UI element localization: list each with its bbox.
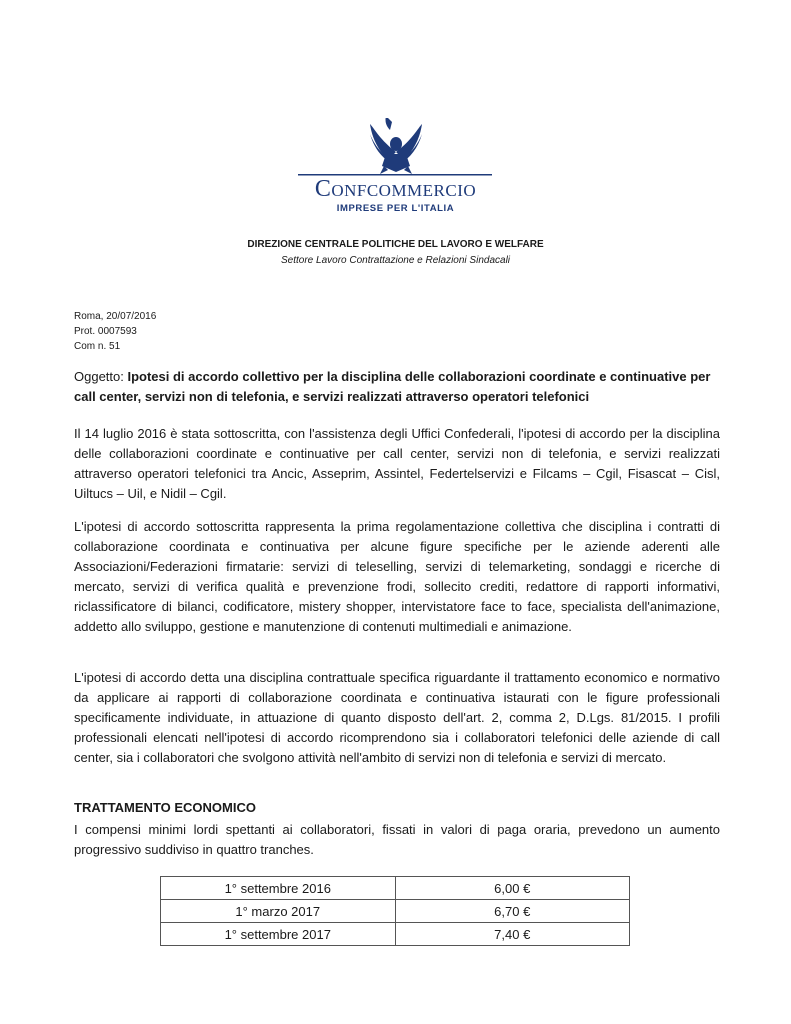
tranche-date: 1° settembre 2017 (161, 923, 396, 946)
letter-meta (74, 309, 156, 354)
table-row (161, 923, 630, 946)
protocol-number: Prot. 0007593 (74, 326, 137, 337)
body-paragraph-3: L'ipotesi di accordo detta una disciplina contrattuale specifica riguardante il trattamento economico e normativo da applicare ai rapporti di collaborazione coordinata e continuativa istaurati con le figure professionali specificamente individuate, in attuazione di quanto disposto dell'art. 2, comma 2, D.Lgs. 81/2015. I profili professionali elencati nell'ipotesi di accordo ricomprendono sia i collaboratori telefonici delle aziende di call center, sia i collaboratori che svolgono attività nell'ambito di servizi non di telefonia e servizi di mercato. (74, 670, 720, 765)
brand-name: Confcommercio (314, 176, 477, 202)
place-date: Roma, 20/07/2016 (74, 311, 157, 322)
section-heading: TRATTAMENTO ECONOMICO (74, 800, 256, 815)
brand-tagline: IMPRESE PER L'ITALIA (336, 203, 455, 214)
communication-number: Com n. 51 (74, 341, 121, 352)
body-paragraph-2: L'ipotesi di accordo sottoscritta rappresenta la prima regolamentazione collettiva che disciplina i contratti di collaborazione coordinata e continuativa per alcune figure specifiche per le aziende aderenti alle Associazioni/Federazioni firmatarie: servizi di teleselling, servizi di telemarketing, sondaggi e ricerche di mercato, servizi di verifica qualità e prevenzione frodi, sollecito crediti, redattore di rapporti informativi, riclassificatore di bilanci, codificatore, mistery shopper, intervistatore face to face, specialista dell'animazione, addetto allo sviluppo, gestione e manutenzione di contenuti multimediali e animazione. (74, 519, 720, 634)
body-paragraph-4: I compensi minimi lordi spettanti ai collaboratori, fissati in valori di paga oraria, prevedono un aumento progressivo suddiviso in quattro tranches. (74, 822, 720, 857)
tranche-date: 1° settembre 2016 (161, 877, 396, 900)
subject-line (74, 367, 720, 407)
body-paragraph-1: Il 14 luglio 2016 è stata sottoscritta, con l'assistenza degli Uffici Confederali, l'ipotesi di accordo per la disciplina delle collaborazioni coordinate e continuative per call center, servizi non di telefonia, e servizi realizzati attraverso operatori telefonici tra Ancic, Asseprim, Assintel, Federtelservizi e Filcams – Cgil, Fisascat – Cisl, Uiltucs – Uil, e Nidil – Cgil. (74, 426, 720, 501)
tranche-amount: 7,40 € (395, 923, 630, 946)
tranche-date: 1° marzo 2017 (161, 900, 396, 923)
sector-subtitle: Settore Lavoro Contrattazione e Relazioni Sindacali (280, 255, 511, 266)
subject-text: Ipotesi di accordo collettivo per la disciplina delle collaborazioni coordinate e continuative per call center, servizi non di telefonia, e servizi realizzati attraverso operatori telefonici (74, 369, 711, 404)
table-row (161, 877, 630, 900)
table-row (161, 900, 630, 923)
department-title: DIREZIONE CENTRALE POLITICHE DEL LAVORO E WELFARE (247, 239, 544, 250)
tranche-amount: 6,00 € (395, 877, 630, 900)
subject-label: Oggetto: (74, 369, 128, 384)
tranche-amount: 6,70 € (395, 900, 630, 923)
tranches-table (160, 876, 630, 946)
